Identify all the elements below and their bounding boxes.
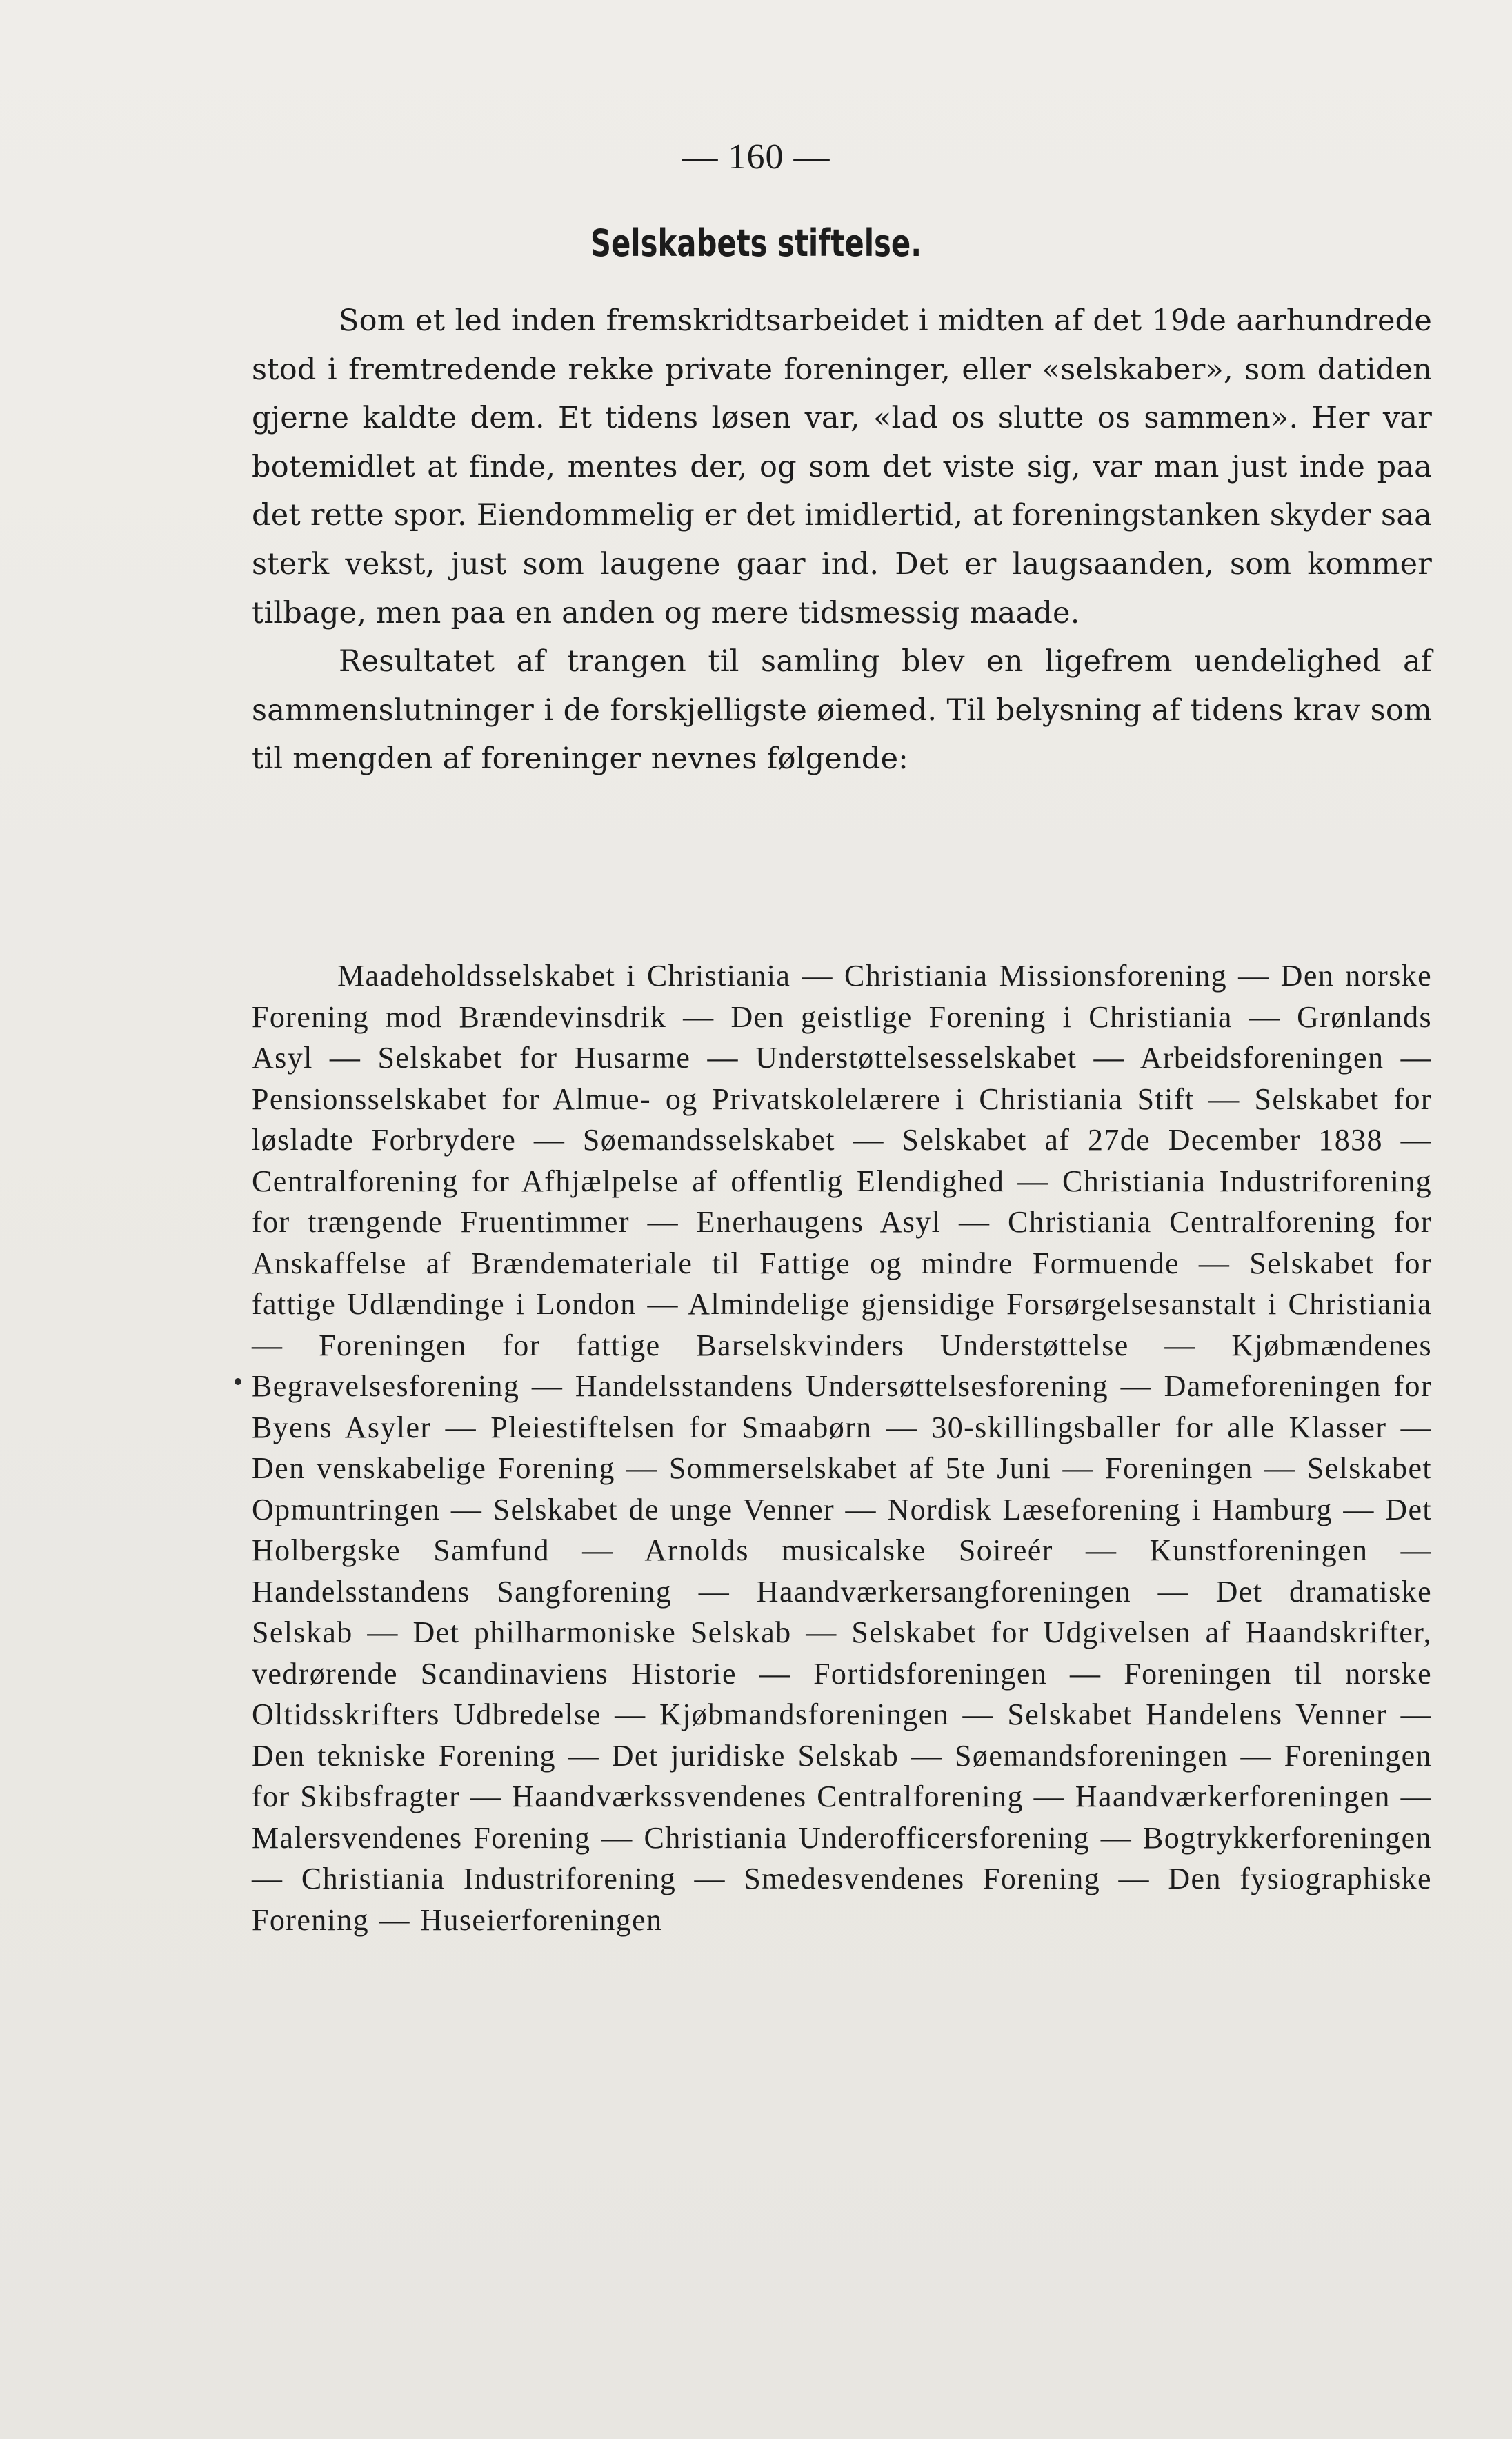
body-text <box>252 297 1432 784</box>
paragraph-2: Resultatet af trangen til samling blev en ligefrem uendelighed af sammenslutninger i de forskjelligste øiemed. Til belysning af tidens krav som til mengden af foreninger nevnes følgende: <box>252 644 1432 777</box>
scan-speck <box>235 1378 241 1385</box>
page-number: — 160 — <box>682 137 830 177</box>
section-heading: Selskabets stiftelse. <box>590 221 922 265</box>
paragraph-1: Som et led inden fremskridtsarbeidet i midten af det 19de aarhundrede stod i fremtredende rekke private foreninger, eller «selskaber», som datiden gjerne kaldte dem. Et tidens løsen var, «lad os slutte os sammen». Her var botemidlet at finde, mentes der, og som det viste sig, var man just inde paa det rette spor. Eiendommelig er det imidlertid, at foreningstanken skyder saa sterk vekst, just som laugene gaar ind. Det er laugsaanden, som kommer tilbage, men paa en anden og mere tidsmessig maade. <box>252 303 1432 630</box>
society-list: Maadeholdsselskabet i Christiania — Christiania Missionsforening — Den norske Forening mod Brændevinsdrik — Den geistlige Forening i Christiania — Grønlands Asyl — Selskabet for Husarme — Understøttelsesselskabet — Arbeidsforeningen — Pensionsselskabet for Almue- og Privatskolelærere i Christiania Stift — Selskabet for løsladte Forbrydere — Søemandsselskabet — Selskabet af 27de December 1838 — Centralforening for Afhjælpelse af offentlig Elendighed — Christiania Industriforening for trængende Fruentimmer — Enerhaugens Asyl — Christiania Centralforening for Anskaffelse af Brændemateriale til Fattige og mindre Formuende — Selskabet for fattige Udlændinge i London — Almindelige gjensidige Forsørgelsesanstalt i Christiania — Foreningen for fattige Barselskvinders Understøttelse — Kjøbmændenes Begravelsesforening — Handelsstandens Undersøttelsesforening — Dameforeningen for Byens Asyler — Pleiestiftelsen for Smaabørn — 30-skillingsballer for alle Klasser — Den venskabelige Forening — Sommerselskabet af 5te Juni — Foreningen — Selskabet Opmuntringen — Selskabet de unge Venner — Nordisk Læseforening i Hamburg — Det Holbergske Samfund — Arnolds musicalske Soireér — Kunstforeningen — Handelsstandens Sangforening — Haandværkersangforeningen — Det dramatiske Selskab — Det philharmoniske Selskab — Selskabet for Udgivelsen af Haandskrifter, vedrørende Scandinaviens Historie — Fortidsforeningen — Foreningen til norske Oltidsskrifters Udbredelse — Kjøbmandsforeningen — Selskabet Handelens Venner — Den tekniske Forening — Det juridiske Selskab — Søemandsforeningen — Foreningen for Skibsfragter — Haandværkssvendenes Centralforening — Haandværkerforeningen — Malersvendenes Forening — Christiania Underofficersforening — Bogtrykkerforeningen — Christiania Industriforening — Smedesvendenes Forening — Den fysiographiske Forening — Huseierforeningen <box>252 959 1432 1937</box>
